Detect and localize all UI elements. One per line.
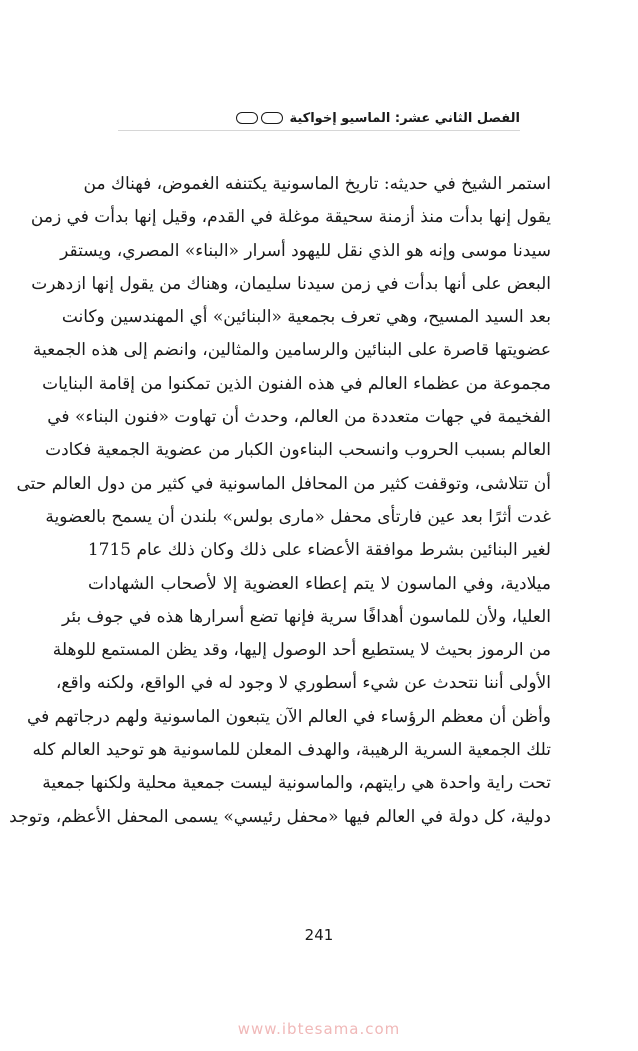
body-line: تلك الجمعية السرية الرهيبة، والهدف المعلن للماسونية هو توحيد العالم كله [32, 740, 551, 761]
body-line: العالم بسبب الحروب وانسحب البناءون الكبار من عضوية الجمعية فكادت [45, 440, 551, 461]
body-line: البعض على أنها بدأت في زمن سيدنا سليمان، وهناك من يقول إنها ازدهرت [31, 273, 551, 294]
body-line: وأظن أن معظم الرؤساء في العالم الآن يتبعون الماسونية ولهم درجاتهم في [26, 706, 551, 727]
running-header [118, 106, 520, 131]
body-line: عضويتها قاصرة على البنائين والرسامين والمثالين، وانضم إلى هذه الجمعية [32, 340, 551, 361]
ornament-pill-left [236, 112, 258, 124]
body-line: استمر الشيخ في حديثه: تاريخ الماسونية يكتنفه الغموض، فهناك من [83, 174, 551, 194]
body-line: أن تتلاشى، وتوقفت كثير من المحافل الماسونية في كثير من دول العالم حتى [16, 473, 551, 494]
body-line: دولية، كل دولة في العالم فيها «محفل رئيسي» يسمى المحفل الأعظم، وتوجد [9, 806, 551, 827]
body-line: لغير البنائين بشرط موافقة الأعضاء على ذلك وكان ذلك عام 1715 [87, 540, 551, 561]
header-ornament-icon [236, 112, 283, 124]
body-line: يقول إنها بدأت منذ أزمنة سحيقة موغلة في القدم، وقيل إنها بدأت في زمن [30, 207, 551, 228]
chapter-title: الفصل الثاني عشر: الماسيو إخواكية [289, 110, 520, 126]
page-number: 241 [304, 926, 334, 944]
body-line: تحت راية واحدة هي رايتهم، والماسونية ليست جمعية محلية ولكنها جمعية [42, 773, 551, 794]
body-line: الفخيمة في جهات متعددة من العالم، وحدث أن تهاوت «فنون البناء» في [47, 407, 551, 428]
watermark: www.ibtesama.com [237, 1020, 401, 1038]
body-line: من الرموز بحيث لا يستطيع أحد الوصول إليها، وقد يظن المستمع للوهلة [52, 640, 551, 661]
page-body [9, 168, 551, 834]
body-line: مجموعة من عظماء العالم في هذه الفنون الذين تمكنوا من إقامة البنايات [42, 373, 551, 394]
ornament-pill-right [261, 112, 283, 124]
body-line: العليا، ولأن للماسون أهدافًا سرية فإنها تضع أسرارها هذه في جوف بئر [61, 606, 551, 627]
body-line: بعد السيد المسيح، وهي تعرف بجمعية «البنائين» أي المهندسين وكانت [61, 307, 551, 328]
body-line: ميلادية، وفي الماسون لا يتم إعطاء العضوية إلا لأصحاب الشهادات [88, 573, 551, 594]
body-line: غدت أثرًا بعد عين فارتأى محفل «مارى بولس» بلندن أن يسمح بالعضوية [45, 506, 551, 527]
body-line: سيدنا موسى وإنه هو الذي نقل لليهود أسرار «البناء» المصري، ويستقر [60, 240, 551, 261]
body-line: الأولى أننا نتحدث عن شيء أسطوري لا وجود له في الواقع، ولكنه واقع، [55, 673, 551, 694]
